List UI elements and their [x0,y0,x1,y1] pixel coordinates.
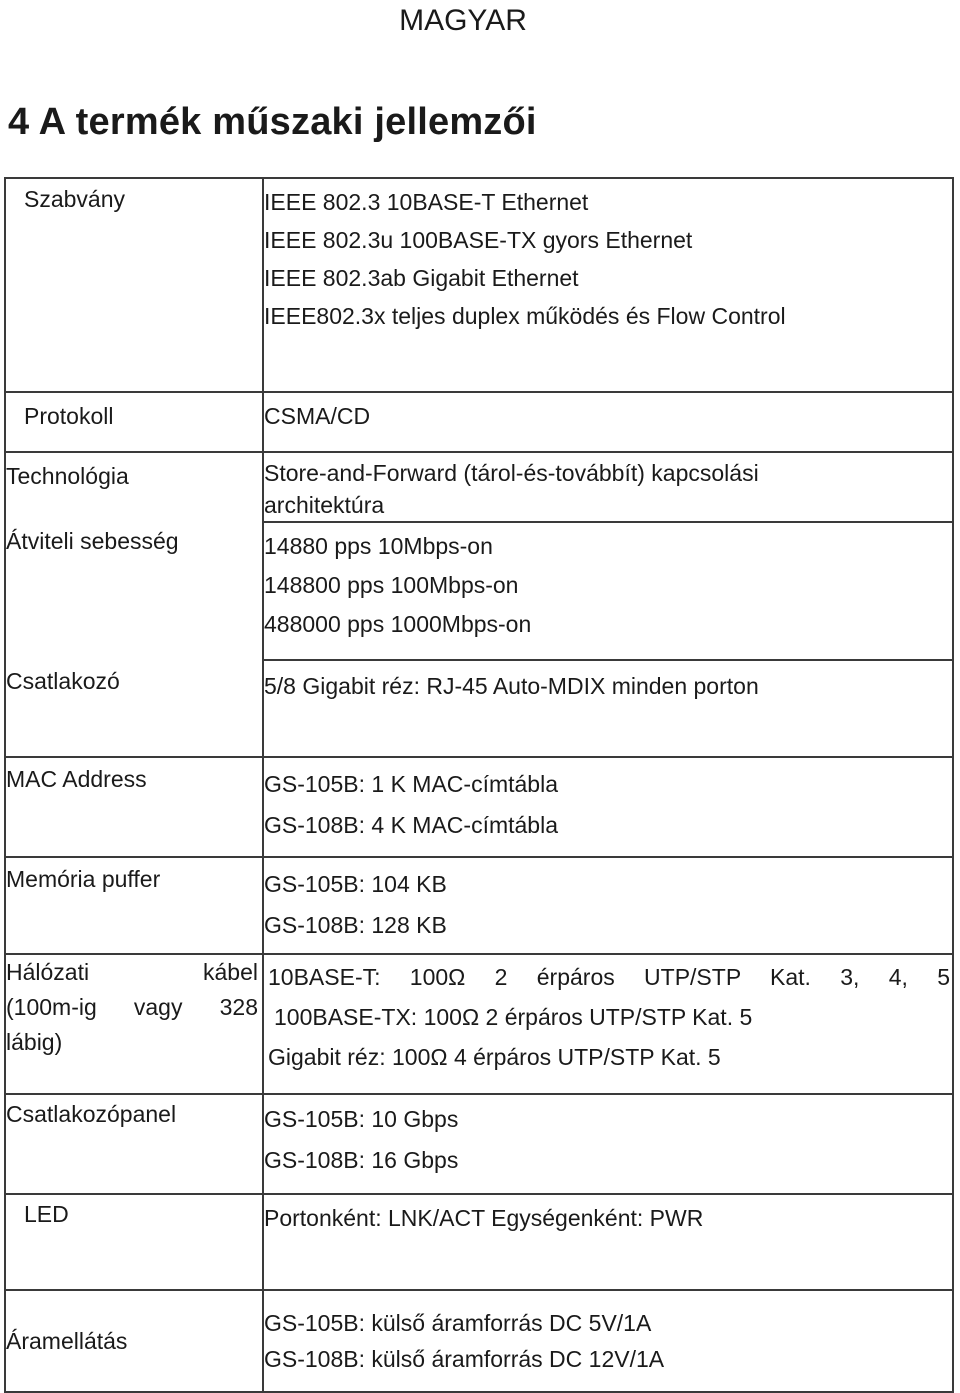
spec-label-cell [5,954,263,1094]
spec-label-cell [5,178,263,392]
spec-table [4,177,954,1393]
spec-row-mac [5,757,953,857]
spec-label: lábig) [6,1029,63,1055]
spec-label-cell [5,857,263,954]
spec-label-cell [5,452,263,522]
language-heading: MAGYAR [399,4,527,37]
spec-label: Memória puffer [6,866,161,892]
spec-label-cell [5,1290,263,1392]
spec-row-aramellatas [5,1290,953,1392]
spec-value-cell [263,1194,953,1290]
spec-label-cell [5,660,263,757]
spec-value: GS-105B: 104 KB [264,871,447,897]
spec-label: Hálózati kábel [6,959,258,985]
page-title: 4 A termék műszaki jellemzői [8,101,537,143]
spec-label: Átviteli sebesség [6,528,179,554]
spec-row-memoria [5,857,953,954]
spec-row-atviteli [5,522,953,660]
spec-row-csatlakozo [5,660,953,757]
spec-value: 14880 pps 10Mbps-on [264,533,493,559]
spec-value-cell [263,522,953,660]
spec-value: 488000 pps 1000Mbps-on [264,611,532,637]
spec-label-cell [5,1194,263,1290]
spec-row-led [5,1194,953,1290]
spec-label-cell [5,522,263,660]
spec-label-cell [5,392,263,452]
spec-label: Csatlakozó [6,668,120,694]
spec-label: Csatlakozópanel [6,1101,177,1127]
spec-value: 5/8 Gigabit réz: RJ-45 Auto-MDIX minden porton [264,673,759,699]
spec-value: GS-105B: 1 K MAC-címtábla [264,771,558,797]
spec-value: GS-108B: külső áramforrás DC 12V/1A [264,1346,665,1372]
spec-value: GS-105B: 10 Gbps [264,1106,459,1132]
spec-label: LED [24,1201,69,1227]
spec-value: Portonként: LNK/ACT Egységenként: PWR [264,1205,704,1231]
spec-value: GS-108B: 16 Gbps [264,1147,459,1173]
spec-value: 100BASE-TX: 100Ω 2 érpáros UTP/STP Kat. 5 [274,1004,753,1030]
spec-value: architektúra [264,492,385,518]
spec-value-cell [263,452,953,522]
spec-value: Store-and-Forward (tárol-és-továbbít) kapcsolási [264,460,759,486]
spec-value-cell [263,1290,953,1392]
spec-label: Technológia [6,463,129,489]
spec-label: (100m-ig vagy 328 [6,994,258,1020]
spec-value: IEEE802.3x teljes duplex működés és Flow Control [264,303,786,329]
spec-label: Áramellátás [6,1327,128,1354]
spec-value: CSMA/CD [264,403,371,429]
spec-label: Protokoll [24,403,114,429]
spec-value: 148800 pps 100Mbps-on [264,572,519,598]
spec-label: MAC Address [6,766,147,792]
spec-value-cell [263,857,953,954]
spec-value: 10BASE-T: 100Ω 2 érpáros UTP/STP Kat. 3, 4, 5 [268,964,950,990]
spec-label-cell [5,1094,263,1194]
spec-row-szabvany [5,178,953,392]
spec-value-cell [263,954,953,1094]
spec-label: Szabvány [24,186,126,212]
spec-row-csatlakozopanel [5,1094,953,1194]
spec-value: GS-108B: 4 K MAC-címtábla [264,812,558,838]
spec-row-technologia [5,452,953,522]
spec-value-cell [263,660,953,757]
spec-value-cell [263,1094,953,1194]
spec-value-cell [263,757,953,857]
spec-value: GS-105B: külső áramforrás DC 5V/1A [264,1310,652,1336]
spec-value: GS-108B: 128 KB [264,912,447,938]
spec-value: IEEE 802.3 10BASE-T Ethernet [264,189,589,215]
spec-label-cell [5,757,263,857]
spec-value-cell [263,178,953,392]
spec-row-protokoll [5,392,953,452]
spec-value: IEEE 802.3ab Gigabit Ethernet [264,265,579,291]
spec-value-cell [263,392,953,452]
spec-value: Gigabit réz: 100Ω 4 érpáros UTP/STP Kat. 5 [268,1044,721,1070]
spec-value: IEEE 802.3u 100BASE-TX gyors Ethernet [264,227,693,253]
spec-row-halozati [5,954,953,1094]
